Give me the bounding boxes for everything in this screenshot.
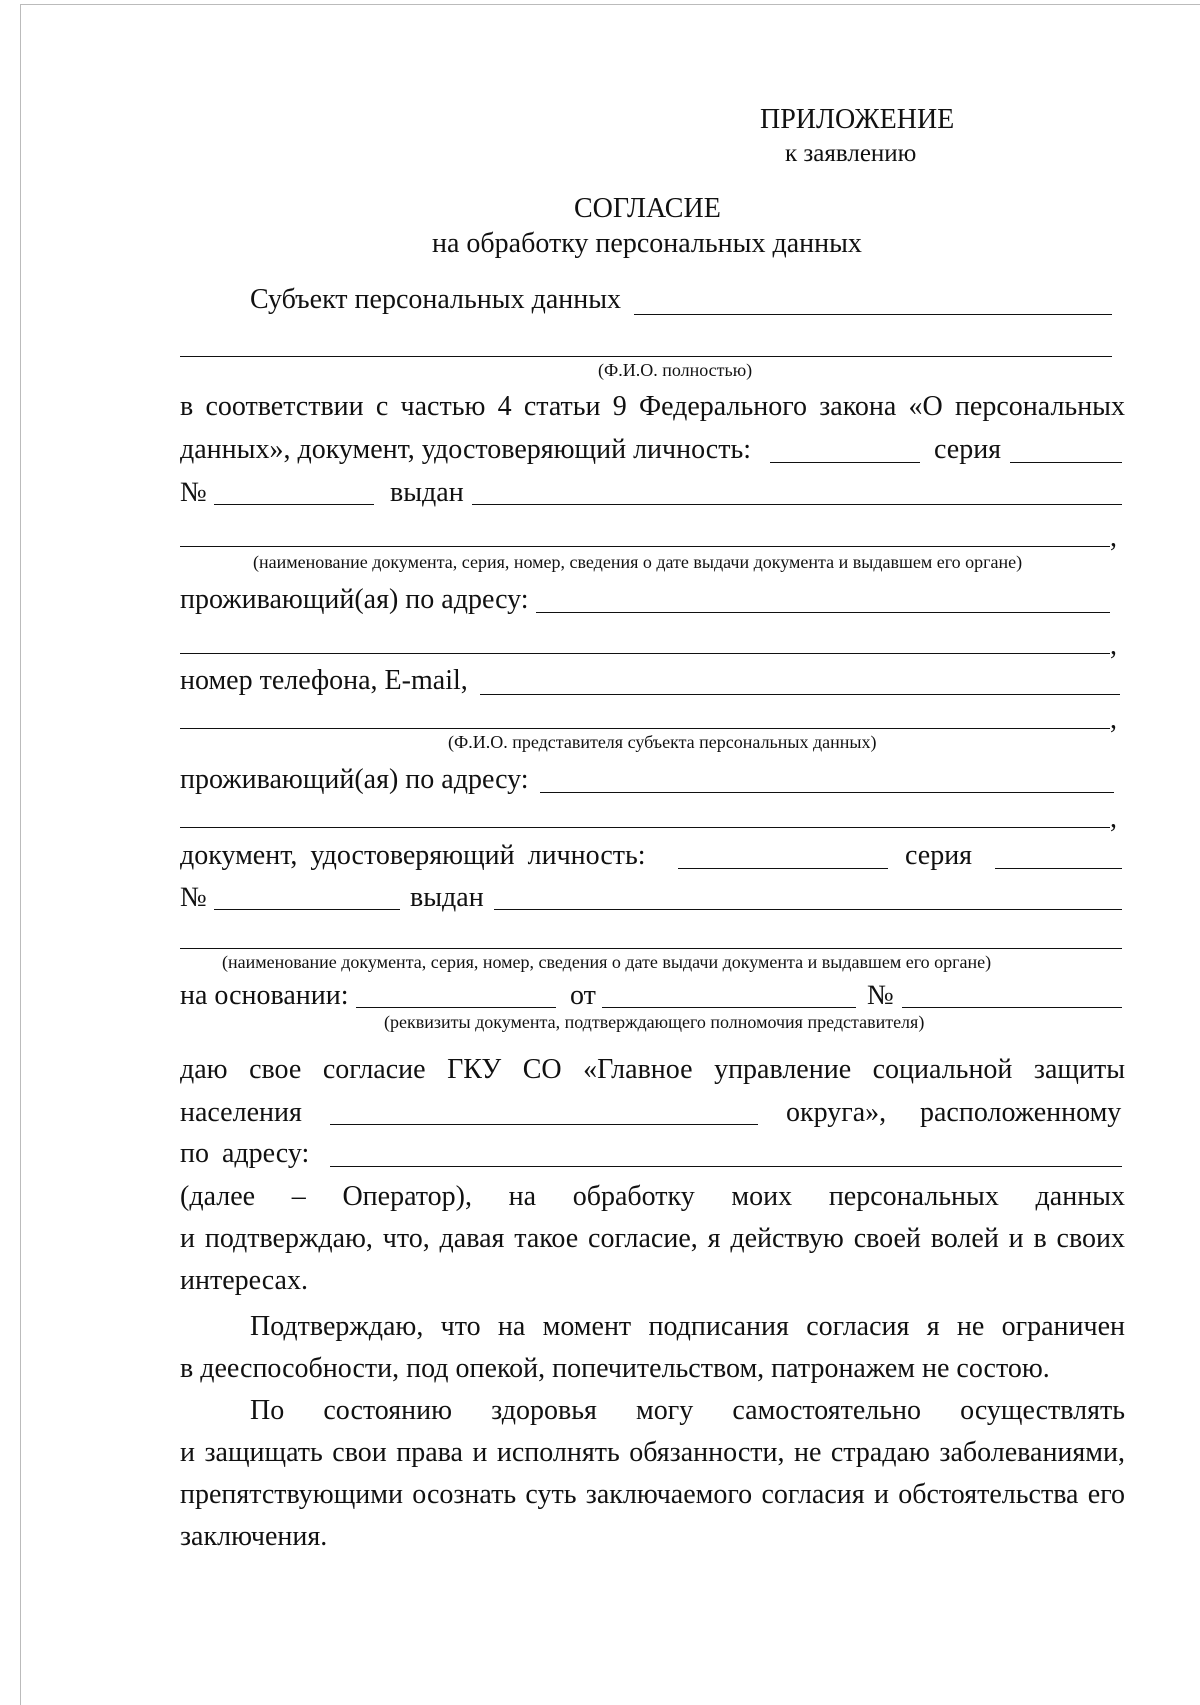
representative-series-field[interactable] (995, 868, 1122, 869)
consent-line-5: и подтверждаю, что, давая такое согласие, я действую своей волей и в своих (180, 1223, 1125, 1254)
comma: , (1110, 522, 1117, 553)
subject-doc-hint: (наименование документа, серия, номер, сведения о дате выдачи документа и выдавшем его органе) (253, 552, 1023, 572)
representative-doc-label: документ, удостоверяющий личность: (180, 840, 646, 871)
document-subtitle: на обработку персональных данных (432, 228, 862, 259)
district-field[interactable] (330, 1124, 758, 1125)
appendix-title: ПРИЛОЖЕНИЕ (760, 104, 955, 135)
comma: , (1110, 803, 1117, 834)
representative-doc-details-field[interactable] (180, 948, 1122, 949)
subject-doc-label: данных», документ, удостоверяющий личность: (180, 434, 752, 465)
scan-border-top (20, 4, 1200, 5)
basis-hint: (реквизиты документа, подтверждающего полномочия представителя) (384, 1012, 925, 1032)
consent-located-label: расположенному (920, 1097, 1122, 1128)
basis-number-field[interactable] (902, 1007, 1122, 1008)
consent-population-label: населения (180, 1097, 302, 1128)
representative-address-label: проживающий(ая) по адресу: (180, 764, 529, 795)
representative-issued-field[interactable] (494, 909, 1122, 910)
comma: , (1110, 704, 1117, 735)
health-line-4: заключения. (180, 1521, 328, 1552)
representative-doc-hint: (наименование документа, серия, номер, сведения о дате выдачи документа и выдавшем его органе) (222, 952, 992, 972)
basis-date-field[interactable] (602, 1007, 856, 1008)
representative-name-field[interactable] (180, 728, 1110, 729)
representative-number-label: № (180, 882, 207, 913)
basis-label: на основании: (180, 980, 349, 1011)
subject-address-field-2[interactable] (180, 653, 1110, 654)
representative-address-field[interactable] (540, 792, 1114, 793)
basis-document-field[interactable] (356, 1007, 556, 1008)
subject-address-label: проживающий(ая) по адресу: (180, 584, 529, 615)
subject-issued-field[interactable] (472, 504, 1122, 505)
representative-fio-hint: (Ф.И.О. представителя субъекта персональных данных) (448, 732, 877, 752)
subject-address-field[interactable] (536, 612, 1110, 613)
operator-address-label: по адресу: (180, 1138, 310, 1169)
health-line-2: и защищать свои права и исполнять обязанности, не страдаю заболеваниями, (180, 1437, 1125, 1468)
capacity-line-1: Подтверждаю, что на момент подписания согласия я не ограничен (250, 1311, 1125, 1342)
health-line-3: препятствующими осознать суть заключаемого согласия и обстоятельства его (180, 1479, 1125, 1510)
representative-address-field-2[interactable] (180, 827, 1110, 828)
subject-series-field[interactable] (1010, 462, 1122, 463)
phone-email-field[interactable] (480, 694, 1120, 695)
consent-district-label: округа», (786, 1097, 887, 1128)
representative-doc-type-field[interactable] (678, 868, 888, 869)
consent-line-6: интересах. (180, 1265, 308, 1296)
law-reference-line: в соответствии с частью 4 статьи 9 Федерального закона «О персональных (180, 391, 1125, 422)
appendix-subtitle: к заявлению (785, 140, 917, 167)
scan-border-left (20, 4, 21, 1705)
subject-doc-details-field[interactable] (180, 546, 1110, 547)
subject-name-field[interactable] (634, 314, 1112, 315)
representative-issued-label: выдан (410, 882, 484, 913)
subject-name-field-2[interactable] (180, 356, 1112, 357)
subject-number-field[interactable] (214, 504, 374, 505)
representative-series-label: серия (905, 840, 973, 871)
subject-number-label: № (180, 477, 207, 508)
comma: , (1110, 630, 1117, 661)
phone-email-label: номер телефона, E-mail, (180, 665, 468, 696)
document-title: СОГЛАСИЕ (574, 193, 721, 224)
operator-address-field[interactable] (330, 1166, 1122, 1167)
basis-number-label: № (867, 980, 894, 1011)
subject-series-label: серия (934, 434, 1002, 465)
consent-line-1: даю свое согласие ГКУ СО «Главное управление социальной защиты (180, 1054, 1125, 1085)
capacity-line-2: в дееспособности, под опекой, попечительством, патронажем не состою. (180, 1353, 1050, 1384)
subject-label: Субъект персональных данных (250, 284, 622, 315)
subject-issued-label: выдан (390, 477, 464, 508)
subject-fio-hint: (Ф.И.О. полностью) (598, 360, 753, 380)
basis-from-label: от (570, 980, 596, 1011)
representative-number-field[interactable] (214, 909, 400, 910)
health-line-1: По состоянию здоровья могу самостоятельно осуществлять (250, 1395, 1125, 1426)
subject-doc-type-field[interactable] (770, 462, 920, 463)
consent-line-4: (далее – Оператор), на обработку моих персональных данных (180, 1181, 1125, 1212)
